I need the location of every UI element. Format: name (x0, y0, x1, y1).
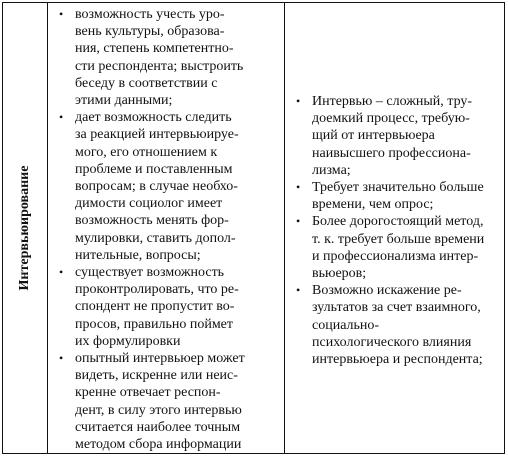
bullet-icon: • (296, 283, 301, 298)
text-line: существует возможность (75, 265, 225, 281)
bullet-icon: • (59, 7, 64, 21)
text-line: социально- (312, 317, 380, 333)
text-line: доемкий процесс, требую- (312, 111, 470, 127)
column-divider (47, 3, 48, 453)
text-line: сти респондента; выстроить (75, 58, 244, 74)
text-line: видеть, искренне или неис- (75, 368, 238, 384)
text-line: кренне отвечает респон- (75, 385, 221, 401)
text-line: вопросам; в случае необхо- (75, 179, 238, 195)
text-line: Требует значительно больше (312, 180, 484, 196)
text-line: беседу в соответствии с (75, 75, 218, 91)
bullet-icon: • (296, 94, 301, 108)
advantages-cell (55, 6, 283, 453)
text-line: проблеме и поставленным (75, 161, 233, 177)
text-line: вьюеров; (312, 266, 367, 282)
text-line: дает возможность следить (75, 110, 232, 126)
list-item (55, 264, 283, 350)
list-item (292, 93, 502, 179)
disadvantages-cell (292, 93, 502, 368)
row-label-cell (3, 3, 47, 453)
row-label: Интервьюирование (17, 165, 32, 291)
method-table (2, 2, 505, 454)
bullet-icon: • (59, 110, 64, 125)
advantages-list (55, 6, 283, 453)
disadvantages-list (292, 93, 502, 368)
text-line: и профессионализма интер- (312, 248, 479, 264)
list-item (292, 282, 502, 368)
column-divider (284, 3, 285, 453)
text-line: вень культуры, образова- (75, 24, 225, 40)
text-line: психологического влияния (312, 334, 472, 350)
text-line: методом сбора информации (75, 437, 242, 453)
text-line: возможность учесть уро- (75, 7, 225, 22)
list-item (292, 213, 502, 282)
text-line: зультатов за счет взаимного, (312, 300, 481, 316)
text-line: мого, его отношением к (75, 144, 218, 160)
text-line: просов, правильно поймет (75, 316, 234, 332)
text-line: их формулировки (75, 333, 181, 349)
bullet-icon: • (296, 180, 301, 195)
text-line: наивысшего профессиона- (312, 145, 471, 161)
text-line: за реакцией интервьюируе- (75, 127, 239, 143)
text-line: нительные, вопросы; (75, 247, 201, 263)
bullet-icon: • (59, 265, 64, 280)
text-line: этими данными; (75, 93, 173, 109)
bullet-icon: • (296, 214, 301, 229)
text-line: лизма; (312, 162, 351, 178)
text-line: дент, в силу этого интервью (75, 402, 242, 418)
text-line: ния, степень компетентно- (75, 41, 234, 57)
list-item (55, 350, 283, 453)
text-line: щий от интервьюера (312, 128, 435, 144)
text-line: т. к. требует больше времени (312, 231, 485, 247)
list-item (292, 179, 502, 213)
text-line: Более дорогостоящий метод, (312, 214, 484, 230)
text-line: возможность менять фор- (75, 213, 229, 229)
text-line: мулировки, ставить допол- (75, 230, 236, 246)
text-line: Возможно искажение ре- (312, 283, 462, 299)
text-line: времени, чем опрос; (312, 197, 434, 213)
list-item (55, 109, 283, 264)
text-line: Интервью – сложный, тру- (312, 94, 473, 109)
text-line: интервьюера и респондента; (312, 352, 483, 368)
text-line: спондент не пропустит во- (75, 299, 235, 315)
text-line: опытный интервьюер может (75, 351, 245, 367)
text-line: проконтролировать, что ре- (75, 282, 239, 298)
text-line: считается наиболее точным (75, 419, 241, 435)
text-line: димости социолог имеет (75, 196, 223, 212)
list-item (55, 6, 283, 109)
bullet-icon: • (59, 351, 64, 366)
